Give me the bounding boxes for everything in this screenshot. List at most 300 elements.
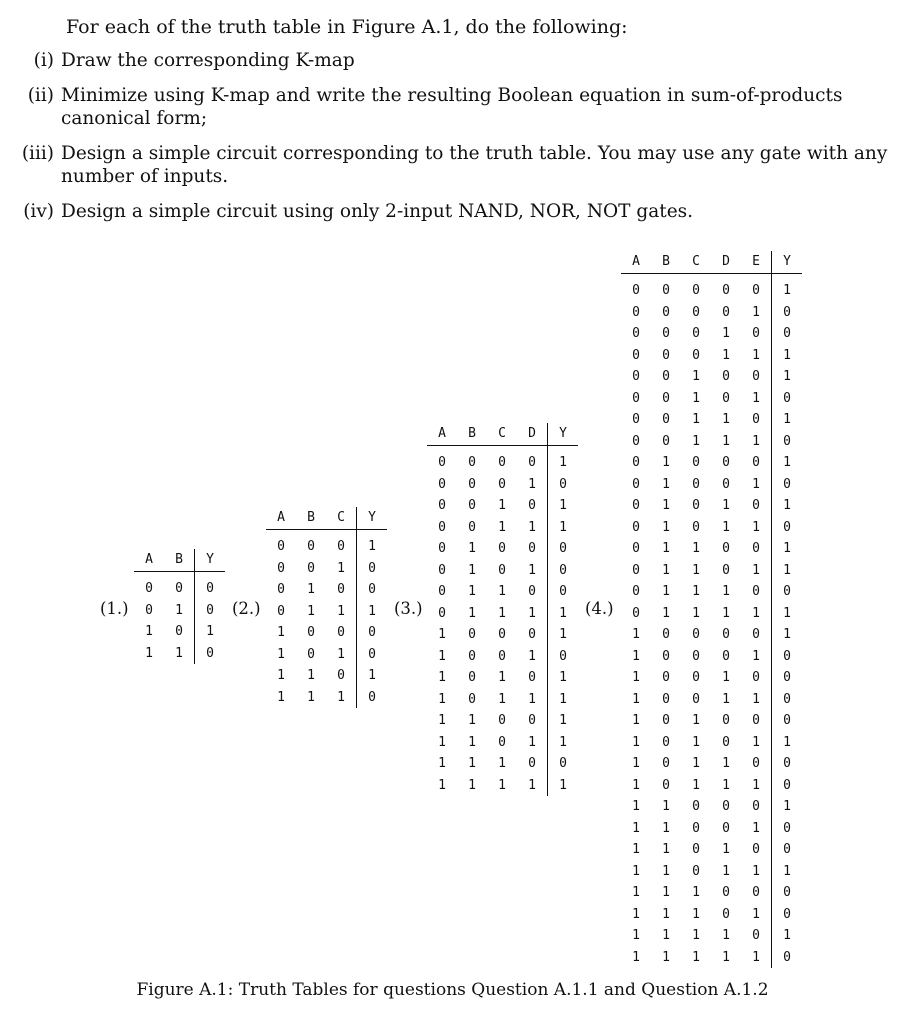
input-cell: 0 bbox=[632, 347, 640, 363]
input-cell: 0 bbox=[662, 304, 670, 320]
table-label-4: (4.) bbox=[585, 599, 614, 618]
input-cell: 0 bbox=[468, 691, 476, 707]
input-cell: 0 bbox=[468, 648, 476, 664]
table-row bbox=[134, 600, 225, 622]
table-label-1: (1.) bbox=[100, 599, 129, 618]
task-number: (ii) bbox=[27, 85, 54, 106]
output-cell: 0 bbox=[357, 644, 388, 666]
input-cell: 0 bbox=[752, 326, 760, 341]
table-row bbox=[427, 689, 578, 711]
task-item-ii bbox=[8, 84, 898, 130]
input-cell: 1 bbox=[468, 734, 476, 750]
input-cell: 0 bbox=[632, 412, 640, 427]
task-list bbox=[8, 49, 898, 235]
input-cell: 1 bbox=[438, 670, 446, 685]
input-cell: 1 bbox=[438, 648, 446, 664]
input-cell: 0 bbox=[277, 539, 285, 554]
input-cell: 1 bbox=[752, 820, 760, 836]
input-cell: 1 bbox=[752, 648, 760, 664]
input-cell: 1 bbox=[692, 562, 700, 578]
input-cell: 1 bbox=[498, 605, 506, 621]
table-row bbox=[266, 601, 387, 623]
table-row bbox=[134, 621, 225, 643]
input-cell: 1 bbox=[528, 691, 536, 707]
input-cell: 1 bbox=[722, 498, 730, 513]
output-cell: 1 bbox=[772, 925, 803, 947]
input-cell: 1 bbox=[337, 646, 345, 662]
input-cell: 1 bbox=[307, 603, 315, 619]
input-cell: 0 bbox=[498, 713, 506, 728]
table-row bbox=[266, 665, 387, 687]
output-cell: 0 bbox=[772, 323, 803, 345]
input-cell: 0 bbox=[337, 539, 345, 554]
input-header: D bbox=[517, 423, 548, 446]
output-cell: 1 bbox=[772, 796, 803, 818]
input-cell: 1 bbox=[498, 777, 506, 793]
task-item-i bbox=[8, 49, 898, 72]
output-cell: 1 bbox=[548, 775, 579, 797]
table-row bbox=[621, 431, 802, 453]
table-row bbox=[621, 624, 802, 646]
input-cell: 0 bbox=[307, 539, 315, 554]
truth-table-3 bbox=[427, 423, 578, 796]
input-cell: 1 bbox=[662, 498, 670, 513]
input-cell: 0 bbox=[692, 283, 700, 298]
input-cell: 1 bbox=[722, 928, 730, 943]
input-cell: 0 bbox=[468, 498, 476, 513]
output-cell: 0 bbox=[357, 622, 388, 644]
input-cell: 0 bbox=[692, 820, 700, 836]
input-cell: 0 bbox=[337, 582, 345, 597]
input-cell: 0 bbox=[692, 455, 700, 470]
output-cell: 1 bbox=[772, 452, 803, 474]
input-cell: 0 bbox=[692, 498, 700, 513]
task-text: Design a simple circuit corresponding to the truth table. You may use any gate with any number of inputs. bbox=[61, 143, 888, 187]
table-row bbox=[134, 572, 225, 600]
task-number: (i) bbox=[33, 50, 54, 71]
input-cell: 1 bbox=[722, 777, 730, 793]
input-cell: 0 bbox=[307, 646, 315, 662]
output-cell: 0 bbox=[195, 600, 226, 622]
output-cell: 1 bbox=[548, 667, 579, 689]
output-cell: 0 bbox=[772, 581, 803, 603]
task-item-iv bbox=[8, 200, 898, 223]
table-row bbox=[427, 495, 578, 517]
input-cell: 1 bbox=[752, 519, 760, 535]
input-cell: 0 bbox=[722, 390, 730, 406]
input-cell: 1 bbox=[632, 842, 640, 857]
input-cell: 1 bbox=[632, 734, 640, 750]
input-cell: 0 bbox=[468, 476, 476, 492]
table-row bbox=[621, 775, 802, 797]
input-cell: 1 bbox=[632, 885, 640, 900]
table-row bbox=[134, 643, 225, 665]
table-row bbox=[621, 818, 802, 840]
table-row bbox=[266, 622, 387, 644]
input-cell: 0 bbox=[662, 777, 670, 793]
output-cell: 0 bbox=[772, 388, 803, 410]
output-cell: 1 bbox=[357, 530, 388, 558]
table-row bbox=[621, 581, 802, 603]
table-row bbox=[621, 925, 802, 947]
input-cell: 0 bbox=[632, 369, 640, 384]
input-cell: 0 bbox=[722, 562, 730, 578]
table-row bbox=[621, 366, 802, 388]
input-cell: 0 bbox=[632, 433, 640, 449]
table-row bbox=[621, 646, 802, 668]
table-row bbox=[621, 345, 802, 367]
input-cell: 1 bbox=[632, 627, 640, 642]
input-cell: 1 bbox=[307, 668, 315, 683]
input-cell: 0 bbox=[752, 928, 760, 943]
input-cell: 1 bbox=[752, 347, 760, 363]
output-header: Y bbox=[357, 507, 388, 530]
output-cell: 0 bbox=[195, 643, 226, 665]
input-cell: 0 bbox=[307, 560, 315, 576]
task-text: Draw the corresponding K-map bbox=[61, 50, 355, 71]
task-number: (iii) bbox=[21, 143, 54, 164]
input-cell: 1 bbox=[438, 713, 446, 728]
output-cell: 0 bbox=[772, 302, 803, 324]
input-cell: 1 bbox=[662, 605, 670, 621]
input-cell: 0 bbox=[468, 670, 476, 685]
output-cell: 0 bbox=[548, 474, 579, 496]
input-cell: 0 bbox=[632, 584, 640, 599]
input-cell: 0 bbox=[722, 734, 730, 750]
table-row bbox=[621, 904, 802, 926]
input-cell: 1 bbox=[468, 756, 476, 771]
input-cell: 0 bbox=[692, 326, 700, 341]
input-cell: 1 bbox=[307, 582, 315, 597]
input-cell: 1 bbox=[528, 562, 536, 578]
input-cell: 1 bbox=[438, 756, 446, 771]
output-cell: 1 bbox=[772, 274, 803, 302]
input-cell: 1 bbox=[662, 541, 670, 556]
output-cell: 1 bbox=[548, 495, 579, 517]
input-cell: 1 bbox=[277, 646, 285, 662]
output-cell: 1 bbox=[548, 446, 579, 474]
table-row bbox=[427, 474, 578, 496]
table-row bbox=[427, 646, 578, 668]
input-cell: 0 bbox=[752, 455, 760, 470]
table-row bbox=[621, 689, 802, 711]
input-cell: 1 bbox=[498, 756, 506, 771]
output-cell: 0 bbox=[772, 753, 803, 775]
output-cell: 0 bbox=[548, 581, 579, 603]
input-cell: 0 bbox=[752, 842, 760, 857]
input-cell: 0 bbox=[692, 670, 700, 685]
input-cell: 0 bbox=[692, 347, 700, 363]
output-cell: 1 bbox=[772, 366, 803, 388]
input-header: E bbox=[741, 251, 772, 274]
table-row bbox=[427, 667, 578, 689]
input-cell: 1 bbox=[468, 777, 476, 793]
output-cell: 1 bbox=[548, 732, 579, 754]
output-cell: 0 bbox=[772, 517, 803, 539]
output-cell: 0 bbox=[772, 818, 803, 840]
table-header-row bbox=[134, 549, 225, 572]
table-row bbox=[621, 603, 802, 625]
input-cell: 0 bbox=[722, 541, 730, 556]
task-text: Design a simple circuit using only 2-input NAND, NOR, NOT gates. bbox=[61, 201, 694, 222]
input-cell: 1 bbox=[145, 645, 153, 661]
input-cell: 1 bbox=[722, 756, 730, 771]
table-row bbox=[427, 732, 578, 754]
input-cell: 0 bbox=[662, 734, 670, 750]
table-row bbox=[427, 560, 578, 582]
input-cell: 1 bbox=[722, 412, 730, 427]
input-cell: 0 bbox=[692, 476, 700, 492]
input-cell: 1 bbox=[468, 541, 476, 556]
input-cell: 0 bbox=[498, 734, 506, 750]
input-cell: 0 bbox=[337, 625, 345, 640]
input-cell: 1 bbox=[528, 476, 536, 492]
input-cell: 1 bbox=[722, 949, 730, 965]
input-cell: 1 bbox=[468, 605, 476, 621]
input-cell: 0 bbox=[722, 799, 730, 814]
input-cell: 0 bbox=[438, 605, 446, 621]
input-cell: 0 bbox=[692, 519, 700, 535]
input-cell: 0 bbox=[632, 304, 640, 320]
input-cell: 0 bbox=[662, 412, 670, 427]
output-cell: 0 bbox=[548, 538, 579, 560]
input-cell: 0 bbox=[528, 541, 536, 556]
input-cell: 0 bbox=[662, 347, 670, 363]
output-header: Y bbox=[772, 251, 803, 274]
input-cell: 1 bbox=[722, 691, 730, 707]
input-cell: 0 bbox=[752, 756, 760, 771]
input-cell: 0 bbox=[528, 584, 536, 599]
table-row bbox=[621, 495, 802, 517]
table-row bbox=[266, 530, 387, 558]
input-cell: 0 bbox=[498, 541, 506, 556]
input-cell: 1 bbox=[662, 928, 670, 943]
input-cell: 1 bbox=[692, 885, 700, 900]
table-row bbox=[427, 446, 578, 474]
input-header: B bbox=[164, 549, 195, 572]
input-cell: 1 bbox=[632, 756, 640, 771]
output-cell: 0 bbox=[772, 667, 803, 689]
table-row bbox=[266, 687, 387, 709]
input-cell: 0 bbox=[722, 627, 730, 642]
input-cell: 0 bbox=[498, 648, 506, 664]
output-cell: 1 bbox=[772, 345, 803, 367]
input-cell: 0 bbox=[632, 326, 640, 341]
input-cell: 1 bbox=[752, 433, 760, 449]
input-cell: 0 bbox=[692, 627, 700, 642]
input-cell: 1 bbox=[632, 928, 640, 943]
intro-text: For each of the truth table in Figure A.1, do the following: bbox=[66, 16, 628, 38]
input-cell: 0 bbox=[632, 541, 640, 556]
input-cell: 0 bbox=[692, 304, 700, 320]
input-cell: 1 bbox=[632, 670, 640, 685]
input-cell: 0 bbox=[752, 412, 760, 427]
input-cell: 0 bbox=[662, 756, 670, 771]
input-cell: 1 bbox=[662, 476, 670, 492]
input-cell: 0 bbox=[632, 476, 640, 492]
input-cell: 1 bbox=[722, 842, 730, 857]
task-number: (iv) bbox=[23, 201, 54, 222]
input-cell: 1 bbox=[752, 390, 760, 406]
input-cell: 0 bbox=[277, 582, 285, 597]
input-cell: 1 bbox=[692, 713, 700, 728]
input-cell: 1 bbox=[528, 734, 536, 750]
table-row bbox=[621, 302, 802, 324]
output-cell: 0 bbox=[772, 775, 803, 797]
output-cell: 0 bbox=[772, 474, 803, 496]
table-row bbox=[621, 560, 802, 582]
input-cell: 0 bbox=[528, 713, 536, 728]
figure-caption: Figure A.1: Truth Tables for questions Question A.1.1 and Question A.1.2 bbox=[136, 980, 769, 1000]
input-cell: 0 bbox=[662, 369, 670, 384]
input-cell: 1 bbox=[752, 691, 760, 707]
input-cell: 0 bbox=[662, 433, 670, 449]
input-header: B bbox=[651, 251, 681, 274]
table-row bbox=[427, 710, 578, 732]
input-cell: 1 bbox=[438, 691, 446, 707]
input-cell: 1 bbox=[692, 584, 700, 599]
output-cell: 0 bbox=[357, 579, 388, 601]
table-row bbox=[621, 732, 802, 754]
output-cell: 1 bbox=[772, 560, 803, 582]
input-cell: 1 bbox=[632, 713, 640, 728]
input-cell: 1 bbox=[632, 648, 640, 664]
input-cell: 1 bbox=[498, 691, 506, 707]
input-cell: 0 bbox=[528, 670, 536, 685]
input-cell: 1 bbox=[692, 906, 700, 922]
input-cell: 1 bbox=[692, 433, 700, 449]
input-cell: 0 bbox=[662, 390, 670, 406]
input-cell: 1 bbox=[722, 326, 730, 341]
input-cell: 1 bbox=[692, 928, 700, 943]
input-cell: 1 bbox=[722, 863, 730, 879]
input-cell: 0 bbox=[145, 602, 153, 618]
input-cell: 1 bbox=[752, 777, 760, 793]
output-cell: 1 bbox=[548, 689, 579, 711]
output-cell: 0 bbox=[548, 646, 579, 668]
input-cell: 1 bbox=[662, 820, 670, 836]
task-text: Minimize using K-map and write the resulting Boolean equation in sum-of-products canonical form; bbox=[61, 85, 843, 129]
input-cell: 1 bbox=[692, 777, 700, 793]
input-cell: 0 bbox=[752, 584, 760, 599]
output-cell: 0 bbox=[772, 947, 803, 969]
input-cell: 1 bbox=[632, 863, 640, 879]
table-row bbox=[621, 452, 802, 474]
input-cell: 0 bbox=[752, 541, 760, 556]
output-cell: 0 bbox=[548, 753, 579, 775]
input-cell: 0 bbox=[145, 581, 153, 596]
input-cell: 0 bbox=[632, 390, 640, 406]
input-cell: 0 bbox=[277, 560, 285, 576]
output-cell: 0 bbox=[772, 689, 803, 711]
input-cell: 0 bbox=[722, 820, 730, 836]
table-row bbox=[621, 474, 802, 496]
input-cell: 0 bbox=[752, 670, 760, 685]
input-cell: 1 bbox=[722, 347, 730, 363]
input-cell: 1 bbox=[632, 799, 640, 814]
input-cell: 1 bbox=[692, 369, 700, 384]
output-cell: 1 bbox=[195, 621, 226, 643]
input-cell: 1 bbox=[498, 670, 506, 685]
input-cell: 0 bbox=[722, 455, 730, 470]
input-cell: 0 bbox=[632, 519, 640, 535]
output-cell: 0 bbox=[772, 839, 803, 861]
input-cell: 0 bbox=[438, 476, 446, 492]
input-cell: 0 bbox=[722, 648, 730, 664]
input-cell: 1 bbox=[277, 625, 285, 640]
input-cell: 1 bbox=[468, 584, 476, 599]
output-cell: 1 bbox=[548, 603, 579, 625]
input-cell: 0 bbox=[498, 476, 506, 492]
input-cell: 0 bbox=[277, 603, 285, 619]
input-cell: 1 bbox=[722, 605, 730, 621]
input-cell: 0 bbox=[722, 304, 730, 320]
table-label-2: (2.) bbox=[232, 599, 261, 618]
input-cell: 1 bbox=[632, 691, 640, 707]
input-cell: 1 bbox=[662, 906, 670, 922]
input-cell: 1 bbox=[175, 602, 183, 618]
output-cell: 0 bbox=[357, 687, 388, 709]
input-cell: 0 bbox=[662, 670, 670, 685]
input-cell: 0 bbox=[438, 562, 446, 578]
input-cell: 0 bbox=[752, 885, 760, 900]
table-header-row bbox=[266, 507, 387, 530]
input-cell: 0 bbox=[307, 625, 315, 640]
output-cell: 1 bbox=[772, 603, 803, 625]
input-cell: 1 bbox=[662, 519, 670, 535]
input-cell: 1 bbox=[632, 906, 640, 922]
input-cell: 1 bbox=[722, 433, 730, 449]
input-cell: 1 bbox=[722, 519, 730, 535]
table-row bbox=[427, 603, 578, 625]
input-cell: 1 bbox=[468, 713, 476, 728]
input-cell: 0 bbox=[337, 668, 345, 683]
input-cell: 1 bbox=[337, 603, 345, 619]
input-cell: 1 bbox=[662, 842, 670, 857]
input-cell: 1 bbox=[662, 799, 670, 814]
table-header-row bbox=[427, 423, 578, 446]
table-row bbox=[427, 753, 578, 775]
input-cell: 0 bbox=[692, 648, 700, 664]
truth-table-2 bbox=[266, 507, 387, 708]
table-row bbox=[266, 644, 387, 666]
input-cell: 1 bbox=[722, 670, 730, 685]
input-cell: 1 bbox=[498, 498, 506, 513]
output-cell: 0 bbox=[195, 572, 226, 600]
input-cell: 0 bbox=[662, 713, 670, 728]
input-header: C bbox=[487, 423, 517, 446]
input-cell: 0 bbox=[752, 498, 760, 513]
task-item-iii bbox=[8, 142, 898, 188]
input-cell: 1 bbox=[692, 605, 700, 621]
input-cell: 0 bbox=[662, 691, 670, 707]
table-row bbox=[427, 581, 578, 603]
input-cell: 0 bbox=[692, 799, 700, 814]
input-header: B bbox=[296, 507, 326, 530]
input-cell: 1 bbox=[752, 476, 760, 492]
table-row bbox=[621, 753, 802, 775]
input-cell: 1 bbox=[528, 777, 536, 793]
output-cell: 1 bbox=[772, 624, 803, 646]
input-cell: 0 bbox=[468, 519, 476, 535]
table-row bbox=[621, 947, 802, 969]
output-cell: 1 bbox=[548, 624, 579, 646]
input-cell: 0 bbox=[752, 369, 760, 384]
input-cell: 0 bbox=[438, 455, 446, 470]
output-cell: 1 bbox=[357, 665, 388, 687]
input-cell: 1 bbox=[277, 668, 285, 683]
input-cell: 0 bbox=[528, 455, 536, 470]
